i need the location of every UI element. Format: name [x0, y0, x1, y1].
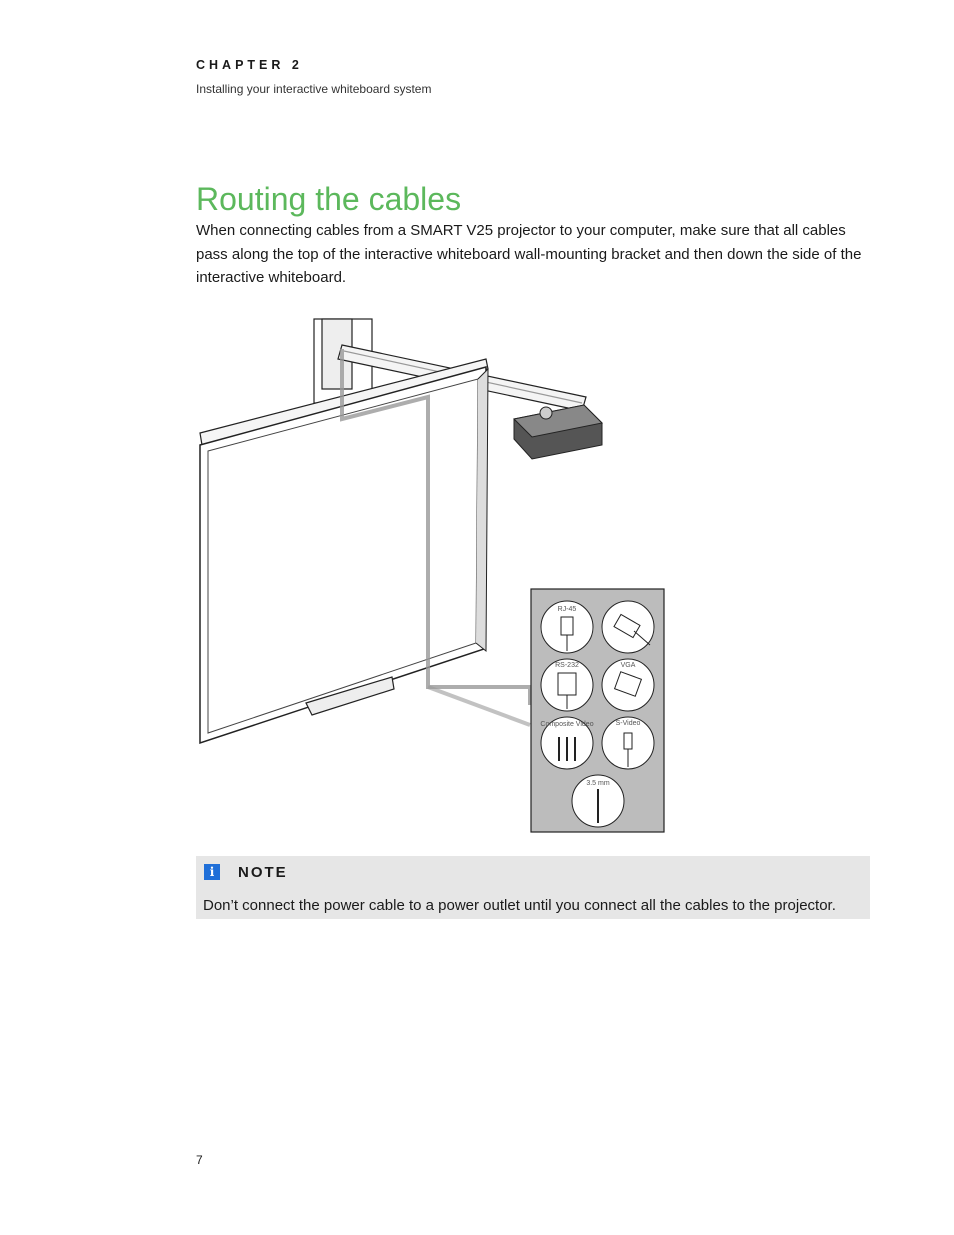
connector-rj45 — [541, 601, 593, 653]
connector-3-5mm — [572, 775, 624, 827]
chapter-subtitle: Installing your interactive whiteboard system — [196, 82, 432, 96]
cable-routing-figure — [196, 305, 666, 835]
svg-text:Composite Video: Composite Video — [540, 721, 594, 728]
section-title: Routing the cables — [196, 181, 462, 217]
connector-rs232 — [541, 659, 593, 711]
connector-s-video — [602, 717, 654, 769]
note-text: Don’t connect the power cable to a power outlet until you connect all the cables to the projector. — [203, 897, 836, 914]
note-title: NOTE — [238, 864, 288, 881]
intro-paragraph: When connecting cables from a SMART V25 projector to your computer, make sure that all cables pass along the top of the interactive whiteboard wall-mounting bracket and then down the side of the interactive whiteboard. — [196, 222, 862, 286]
svg-text:RJ-45: RJ-45 — [557, 606, 577, 613]
projector — [514, 405, 602, 459]
svg-text:3.5 mm: 3.5 mm — [586, 780, 610, 787]
info-icon: i — [204, 864, 220, 880]
connector-power — [602, 601, 654, 653]
svg-text:S-Video: S-Video — [615, 720, 641, 727]
svg-text:VGA: VGA — [620, 662, 636, 669]
whiteboard-illustration — [196, 305, 666, 835]
connector-composite-video — [540, 717, 593, 769]
note-box — [196, 856, 870, 919]
connector-vga — [602, 659, 654, 711]
svg-text:RS-232: RS-232 — [555, 662, 579, 669]
page-number: 7 — [196, 1153, 203, 1167]
chapter-label: CHAPTER 2 — [196, 58, 303, 72]
